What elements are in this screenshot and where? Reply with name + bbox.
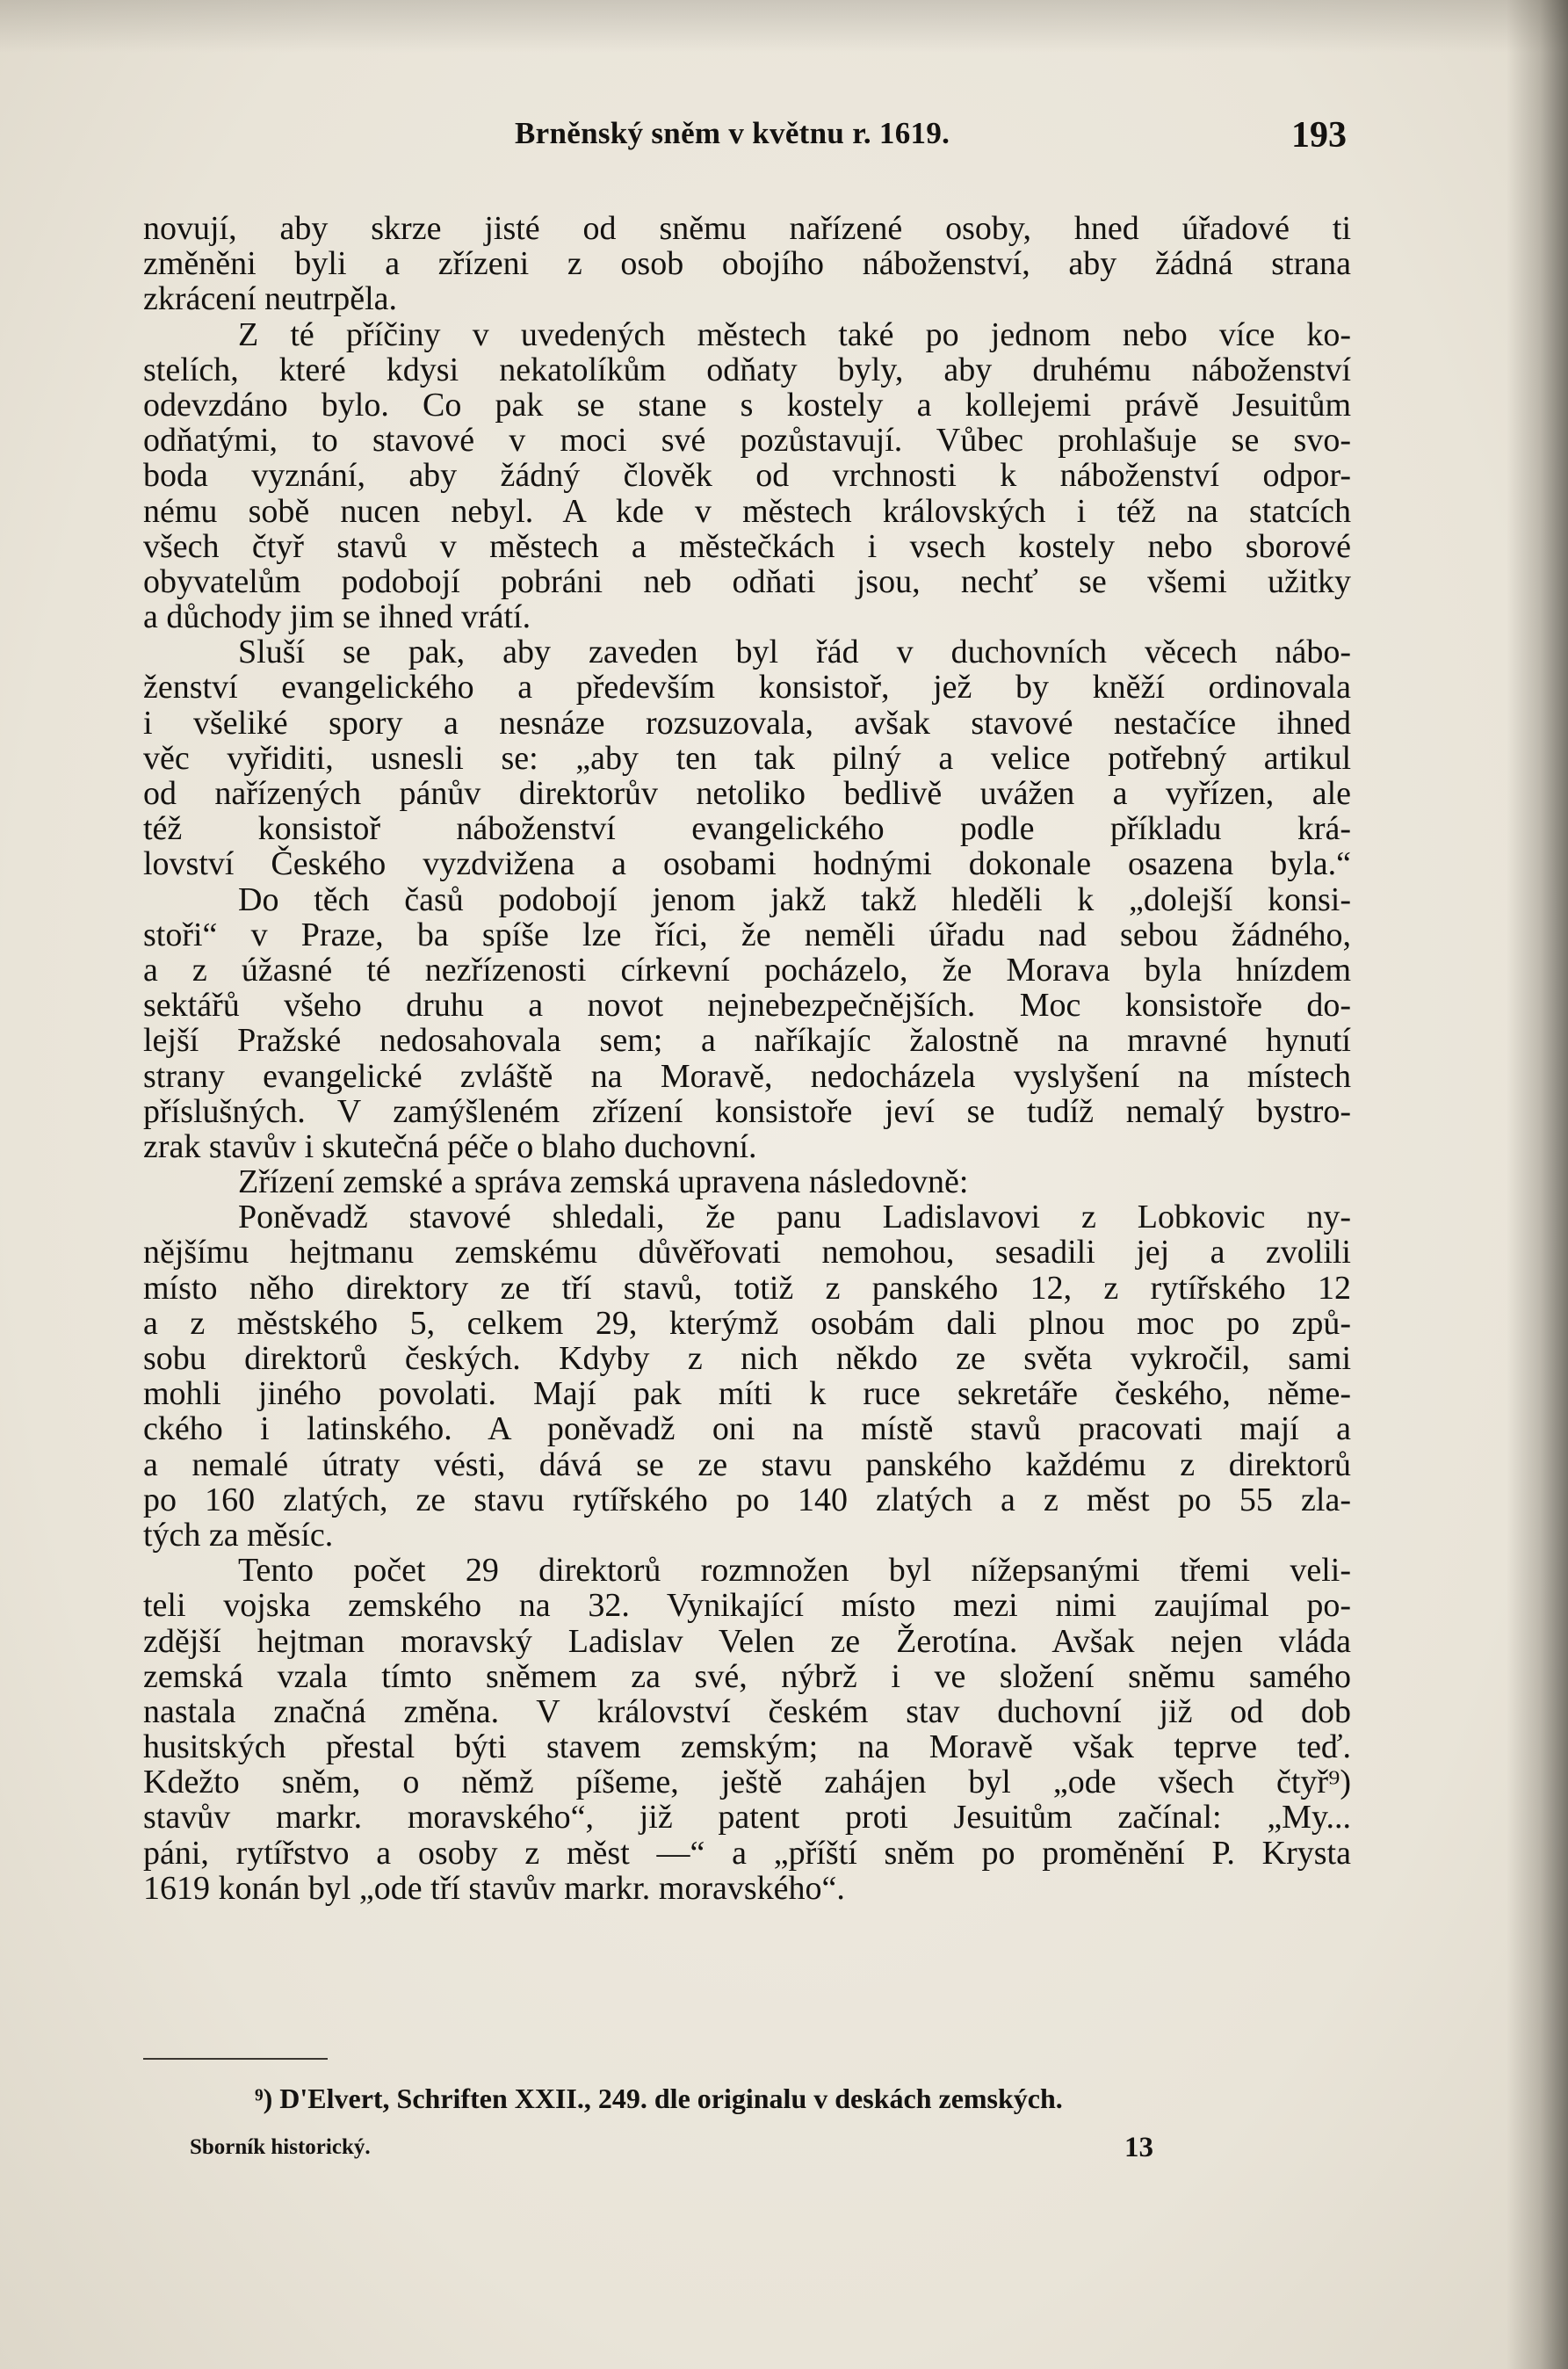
- text-line: po 160 zlatých, ze stavu rytířského po 140 zlatých a z měst po 55 zla-: [143, 1481, 1351, 1518]
- text-line: a nemalé útraty vésti, dává se ze stavu panského každému z direktorů: [143, 1445, 1351, 1483]
- text-line: zdější hejtman moravský Ladislav Velen ze Žerotína. Avšak nejen vláda: [143, 1622, 1351, 1660]
- text-line: husitských přestal býti stavem zemským; na Moravě však teprve teď.: [143, 1728, 1351, 1766]
- text-line: stavův markr. moravského“, již patent proti Jesuitům začínal: „My...: [143, 1799, 1351, 1837]
- text-line: novují, aby skrze jisté od sněmu nařízené osoby, hned úřadové ti: [143, 210, 1351, 247]
- journal-name: Sborník historický.: [190, 2135, 371, 2159]
- text-line: a důchody jim se ihned vrátí.: [143, 598, 531, 636]
- text-line: všech čtyř stavů v městech a městečkách i vsech kostely nebo sborové: [143, 527, 1351, 565]
- text-line: Do těch časů podobojí jenom jakž takž hleděli k „dolejší konsi-: [238, 880, 1351, 918]
- text-line: nějšímu hejtmanu zemskému důvěřovati nemohou, sesadili jej a zvolili: [143, 1234, 1351, 1271]
- text-line: zrak stavův i skutečná péče o blaho duchovní.: [143, 1127, 757, 1165]
- text-line: Poněvadž stavové shledali, že panu Ladislavovi z Lobkovic ny-: [238, 1199, 1351, 1236]
- text-line: obyvatelům podobojí pobráni neb odňati jsou, nechť se všemi užitky: [143, 562, 1351, 600]
- text-line: sobu direktorů českých. Kdyby z nich někdo ze světa vykročil, sami: [143, 1340, 1351, 1377]
- footnote: ⁹) D'Elvert, Schriften XXII., 249. dle originalu v deskách zemských.: [255, 2083, 1063, 2114]
- text-line: zkrácení neutrpěla.: [143, 280, 398, 318]
- text-line: ženství evangelického a především konsistoř, jež by kněží ordinovala: [143, 669, 1351, 706]
- text-line: boda vyznání, aby žádný člověk od vrchnosti k náboženství odpor-: [143, 457, 1351, 495]
- running-head: [0, 116, 1568, 160]
- text-line: nastala značná změna. V království českém stav duchovní již od dob: [143, 1692, 1351, 1730]
- text-line: mohli jiného povolati. Mají pak míti k ruce sekretáře českého, něme-: [143, 1375, 1351, 1413]
- text-line: stoři“ v Praze, ba spíše lze říci, že neměli úřadu nad sebou žádného,: [143, 916, 1351, 953]
- text-line: lovství Českého vyzdvižena a osobami hodnými dokonale osazena byla.“: [143, 845, 1351, 883]
- text-line: a z městského 5, celkem 29, kterýmž osobám dali plnou moc po způ-: [143, 1304, 1351, 1342]
- text-line: teli vojska zemského na 32. Vynikající místo mezi nimi zaujímal po-: [143, 1587, 1351, 1625]
- text-line: od nařízených pánův direktorův netoliko bedlivě uvážen a vyřízen, ale: [143, 775, 1351, 812]
- text-line: Sluší se pak, aby zaveden byl řád v duchovních věcech nábo-: [238, 634, 1351, 671]
- running-title: Brněnský sněm v květnu r. 1619.: [515, 116, 950, 150]
- page-top-shadow: [0, 0, 1568, 53]
- text-line: místo něho direktory ze tří stavů, totiž z panského 12, z rytířského 12: [143, 1269, 1351, 1307]
- body-text: [143, 211, 1351, 1906]
- page-right-edge-shadow: [1507, 0, 1568, 2369]
- text-line: změněni byli a zřízeni z osob obojího náboženství, aby žádná strana: [143, 245, 1351, 283]
- text-line: lejší Pražské nedosahovala sem; a naříkajíc žalostně na mravné hynutí: [143, 1022, 1351, 1060]
- page-footer: [0, 2132, 1568, 2167]
- text-line: strany evangelické zvláště na Moravě, nedocházela vyslyšení na místech: [143, 1057, 1351, 1095]
- page-number: 193: [1291, 115, 1347, 156]
- text-line: 1619 konán byl „ode tří stavův markr. moravského“.: [143, 1869, 845, 1907]
- text-line: příslušných. V zamýšleném zřízení konsistoře jeví se tudíž nemalý bystro-: [143, 1092, 1351, 1130]
- text-line: Zřízení zemské a správa zemská upravena následovně:: [238, 1163, 969, 1201]
- text-line: sektářů všeho druhu a novot nejnebezpečnějších. Moc konsistoře do-: [143, 987, 1351, 1025]
- text-line: stelích, které kdysi nekatolíkům odňaty byly, aby druhému náboženství: [143, 351, 1351, 388]
- text-line: věc vyřiditi, usnesli se: „aby ten tak pilný a velice potřebný artikul: [143, 739, 1351, 777]
- text-line: i všeliké spory a nesnáze rozsuzovala, avšak stavové nestačíce ihned: [143, 704, 1351, 742]
- text-line: zemská vzala tímto sněmem za své, nýbrž i ve složení sněmu samého: [143, 1657, 1351, 1695]
- sheet-number: 13: [1124, 2132, 1153, 2163]
- text-line: též konsistoř náboženství evangelického podle příkladu krá-: [143, 810, 1351, 848]
- text-line: Z té příčiny v uvedených městech také po jednom nebo více ko-: [238, 315, 1351, 353]
- text-line: nému sobě nucen nebyl. A kde v městech královských i též na statcích: [143, 492, 1351, 530]
- text-line: ckého i latinského. A poněvadž oni na místě stavů pracovati mají a: [143, 1410, 1351, 1448]
- text-line: a z úžasné té nezřízenosti církevní pocházelo, že Morava byla hnízdem: [143, 951, 1351, 989]
- text-line: odevzdáno bylo. Co pak se stane s kostely a kollejemi právě Jesuitům: [143, 386, 1351, 424]
- text-line: Tento počet 29 direktorů rozmnožen byl nížepsanými třemi veli-: [238, 1552, 1351, 1590]
- text-line: Kdežto sněm, o němž píšeme, ještě zahájen byl „ode všech čtyř⁹): [143, 1764, 1351, 1801]
- text-line: tých za měsíc.: [143, 1516, 334, 1554]
- footnote-divider: [143, 2058, 328, 2060]
- text-line: páni, rytířstvo a osoby z měst —“ a „příští sněm po proměnění P. Krysta: [143, 1834, 1351, 1872]
- text-line: odňatými, to stavové v moci své pozůstavují. Vůbec prohlašuje se svo-: [143, 422, 1351, 460]
